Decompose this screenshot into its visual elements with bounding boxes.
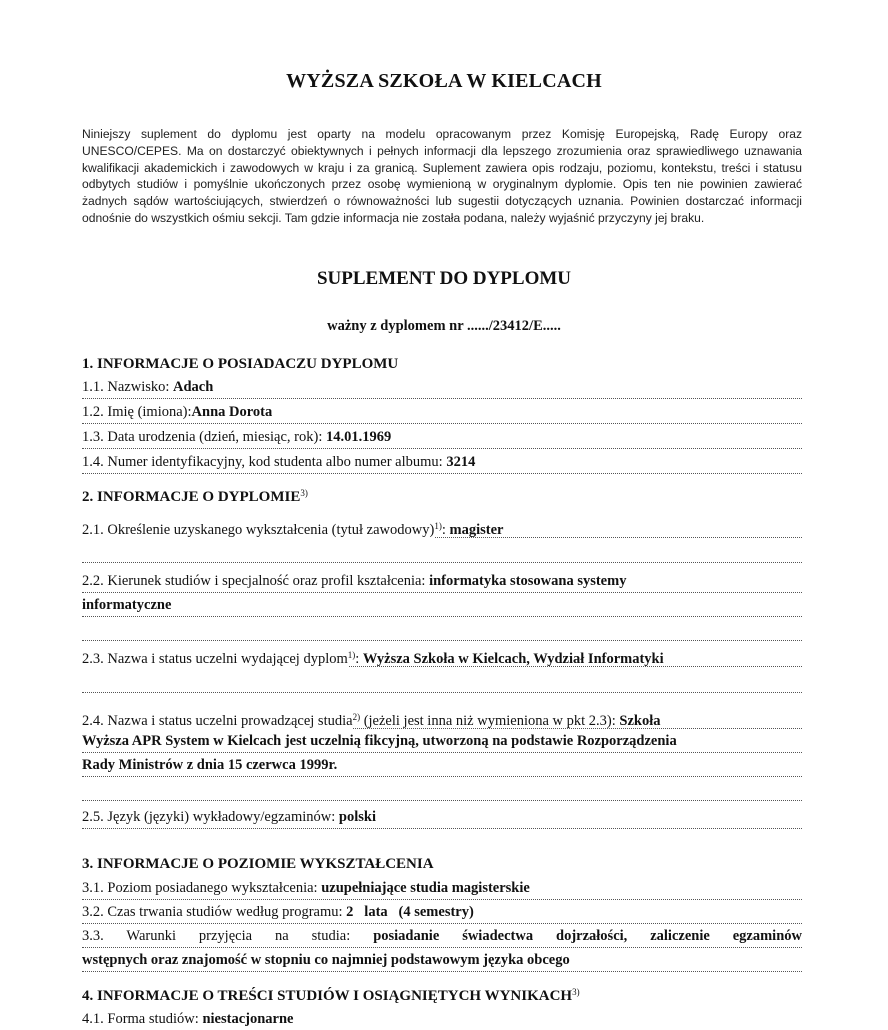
- field-label: 2.5. Język (języki) wykładowy/egzaminów:: [82, 809, 339, 825]
- field-administering-institution-cont: [82, 730, 802, 753]
- supplement-title: SUPLEMENT DO DYPLOMU: [316, 268, 572, 289]
- section-heading-text: 4. INFORMACJE O TREŚCI STUDIÓW I OSIĄGNIĘTYCH WYNIKACH: [82, 988, 573, 1004]
- field-administering-institution: [82, 706, 802, 729]
- section-2-heading: [82, 488, 308, 506]
- field-label: (jeżeli jest inna niż wymieniona w pkt 2.3):: [360, 713, 620, 729]
- field-value: Wyższa APR System w Kielcach jest uczelnią fikcyjną, utworzoną na podstawie Rozporządzenia: [82, 733, 677, 749]
- field-value: niestacjonarne: [202, 1011, 294, 1027]
- dotted-blank-line: [82, 540, 802, 563]
- field-value: posiadanie świadectwa dojrzałości, zaliczenie egzaminów: [373, 928, 802, 944]
- section-3-heading: 3. INFORMACJE O POZIOMIE WYKSZTAŁCENIA: [82, 856, 434, 872]
- field-value: informatyka stosowana systemy: [429, 573, 627, 589]
- field-field-of-study: [82, 570, 802, 593]
- dotted-blank-line: [82, 778, 802, 801]
- institution-title: WYŻSZA SZKOŁA W KIELCACH: [286, 70, 602, 92]
- field-value: Anna Dorota: [191, 404, 273, 420]
- field-first-names: [82, 401, 802, 424]
- section-1-heading: 1. INFORMACJE O POSIADACZU DYPLOMU: [82, 356, 399, 372]
- diploma-number-line: [0, 318, 888, 335]
- field-language: [82, 806, 802, 829]
- field-surname: [82, 376, 802, 399]
- field-label: 3.1. Poziom posiadanego wykształcenia:: [82, 880, 322, 896]
- field-field-of-study-cont: [82, 594, 802, 617]
- footnote-ref: 3): [300, 488, 308, 498]
- field-administering-institution-cont: [82, 754, 802, 777]
- section-4-heading: [82, 987, 580, 1005]
- field-birth-date: [82, 426, 802, 449]
- field-label: 3.3. Warunki przyjęcia na studia:: [82, 928, 374, 944]
- field-admission-requirements: [82, 925, 802, 948]
- diploma-number-label: ważny z dyplomem nr: [327, 318, 468, 334]
- field-label: 3.2. Czas trwania studiów według programu:: [82, 904, 347, 920]
- footnote-ref: 1): [347, 650, 356, 660]
- field-awarding-institution: [82, 644, 802, 667]
- field-value: informatyczne: [82, 597, 172, 613]
- field-value: Rady Ministrów z dnia 15 czerwca 1999r.: [82, 757, 338, 773]
- field-colon: :: [441, 522, 450, 538]
- field-value: wstępnych oraz znajomość w stopniu co najmniej podstawowym języka obcego: [82, 952, 570, 968]
- field-admission-requirements-cont: [82, 949, 802, 972]
- diploma-number-value: ....../23412/E.....: [467, 318, 561, 334]
- field-student-id: [82, 451, 802, 474]
- field-value: Adach: [173, 379, 214, 395]
- dotted-blank-line: [82, 670, 802, 693]
- field-label: 1.3. Data urodzenia (dzień, miesiąc, rok):: [82, 429, 326, 445]
- field-value: polski: [338, 809, 376, 825]
- footnote-ref: 2): [352, 712, 361, 722]
- field-label: 1.4. Numer identyfikacyjny, kod studenta albo numer albumu:: [82, 454, 447, 470]
- field-label: 2.3. Nazwa i status uczelni wydającej dyplom: [82, 651, 348, 667]
- field-education-level: [82, 877, 802, 900]
- field-label: 1.1. Nazwisko:: [82, 379, 174, 395]
- section-heading-text: 2. INFORMACJE O DYPLOMIE: [82, 489, 301, 505]
- dotted-blank-line: [82, 618, 802, 641]
- footnote-ref: 3): [572, 987, 580, 997]
- field-label: 2.1. Określenie uzyskanego wykształcenia (tytuł zawodowy): [82, 522, 435, 538]
- field-label: 1.2. Imię (imiona):: [82, 404, 192, 420]
- field-value: uzupełniające studia magisterskie: [321, 880, 530, 896]
- field-duration: [82, 901, 802, 924]
- field-value: magister: [449, 522, 504, 538]
- field-value: Szkoła: [619, 713, 661, 729]
- field-degree-title: [82, 515, 802, 538]
- field-colon: :: [355, 651, 363, 667]
- field-value: 14.01.1969: [326, 429, 392, 445]
- field-study-mode: [82, 1008, 802, 1030]
- field-value: Wyższa Szkoła w Kielcach, Wydział Informatyki: [362, 651, 664, 667]
- field-label: 2.2. Kierunek studiów i specjalność oraz profil kształcenia:: [82, 573, 430, 589]
- field-value: 2 lata (4 semestry): [346, 904, 474, 920]
- field-label: 4.1. Forma studiów:: [82, 1011, 203, 1027]
- field-value: 3214: [446, 454, 476, 470]
- intro-paragraph: Niniejszy suplement do dyplomu jest oparty na modelu opracowanym przez Komisję Europejską, Radę Europy oraz UNESCO/CEPES. Ma on dostarczyć obiektywnych i pełnych informacji dla lepszego zrozumienia oraz sprawiedliwego uznawania kwalifikacji akademickich i zawodowych w kraju i za granicą. Suplement zawiera opis rodzaju, poziomu, kontekstu, treści i statusu odbytych studiów i pomyślnie ukończonych przez osobę wymienioną w oryginalnym dyplomie. Opis ten nie powinien zawierać żadnych sądów wartościujących, stwierdzeń o równoważności lub sugestii dotyczących uznania. Powinien dostarczać informacji odnośnie do wszystkich ośmiu sekcji. Tam gdzie informacja nie została podana, należy wyjaśnić przyczyny jej braku.: [82, 127, 802, 225]
- footnote-ref: 1): [434, 521, 442, 531]
- field-label: 2.4. Nazwa i status uczelni prowadzącej studia: [82, 713, 353, 729]
